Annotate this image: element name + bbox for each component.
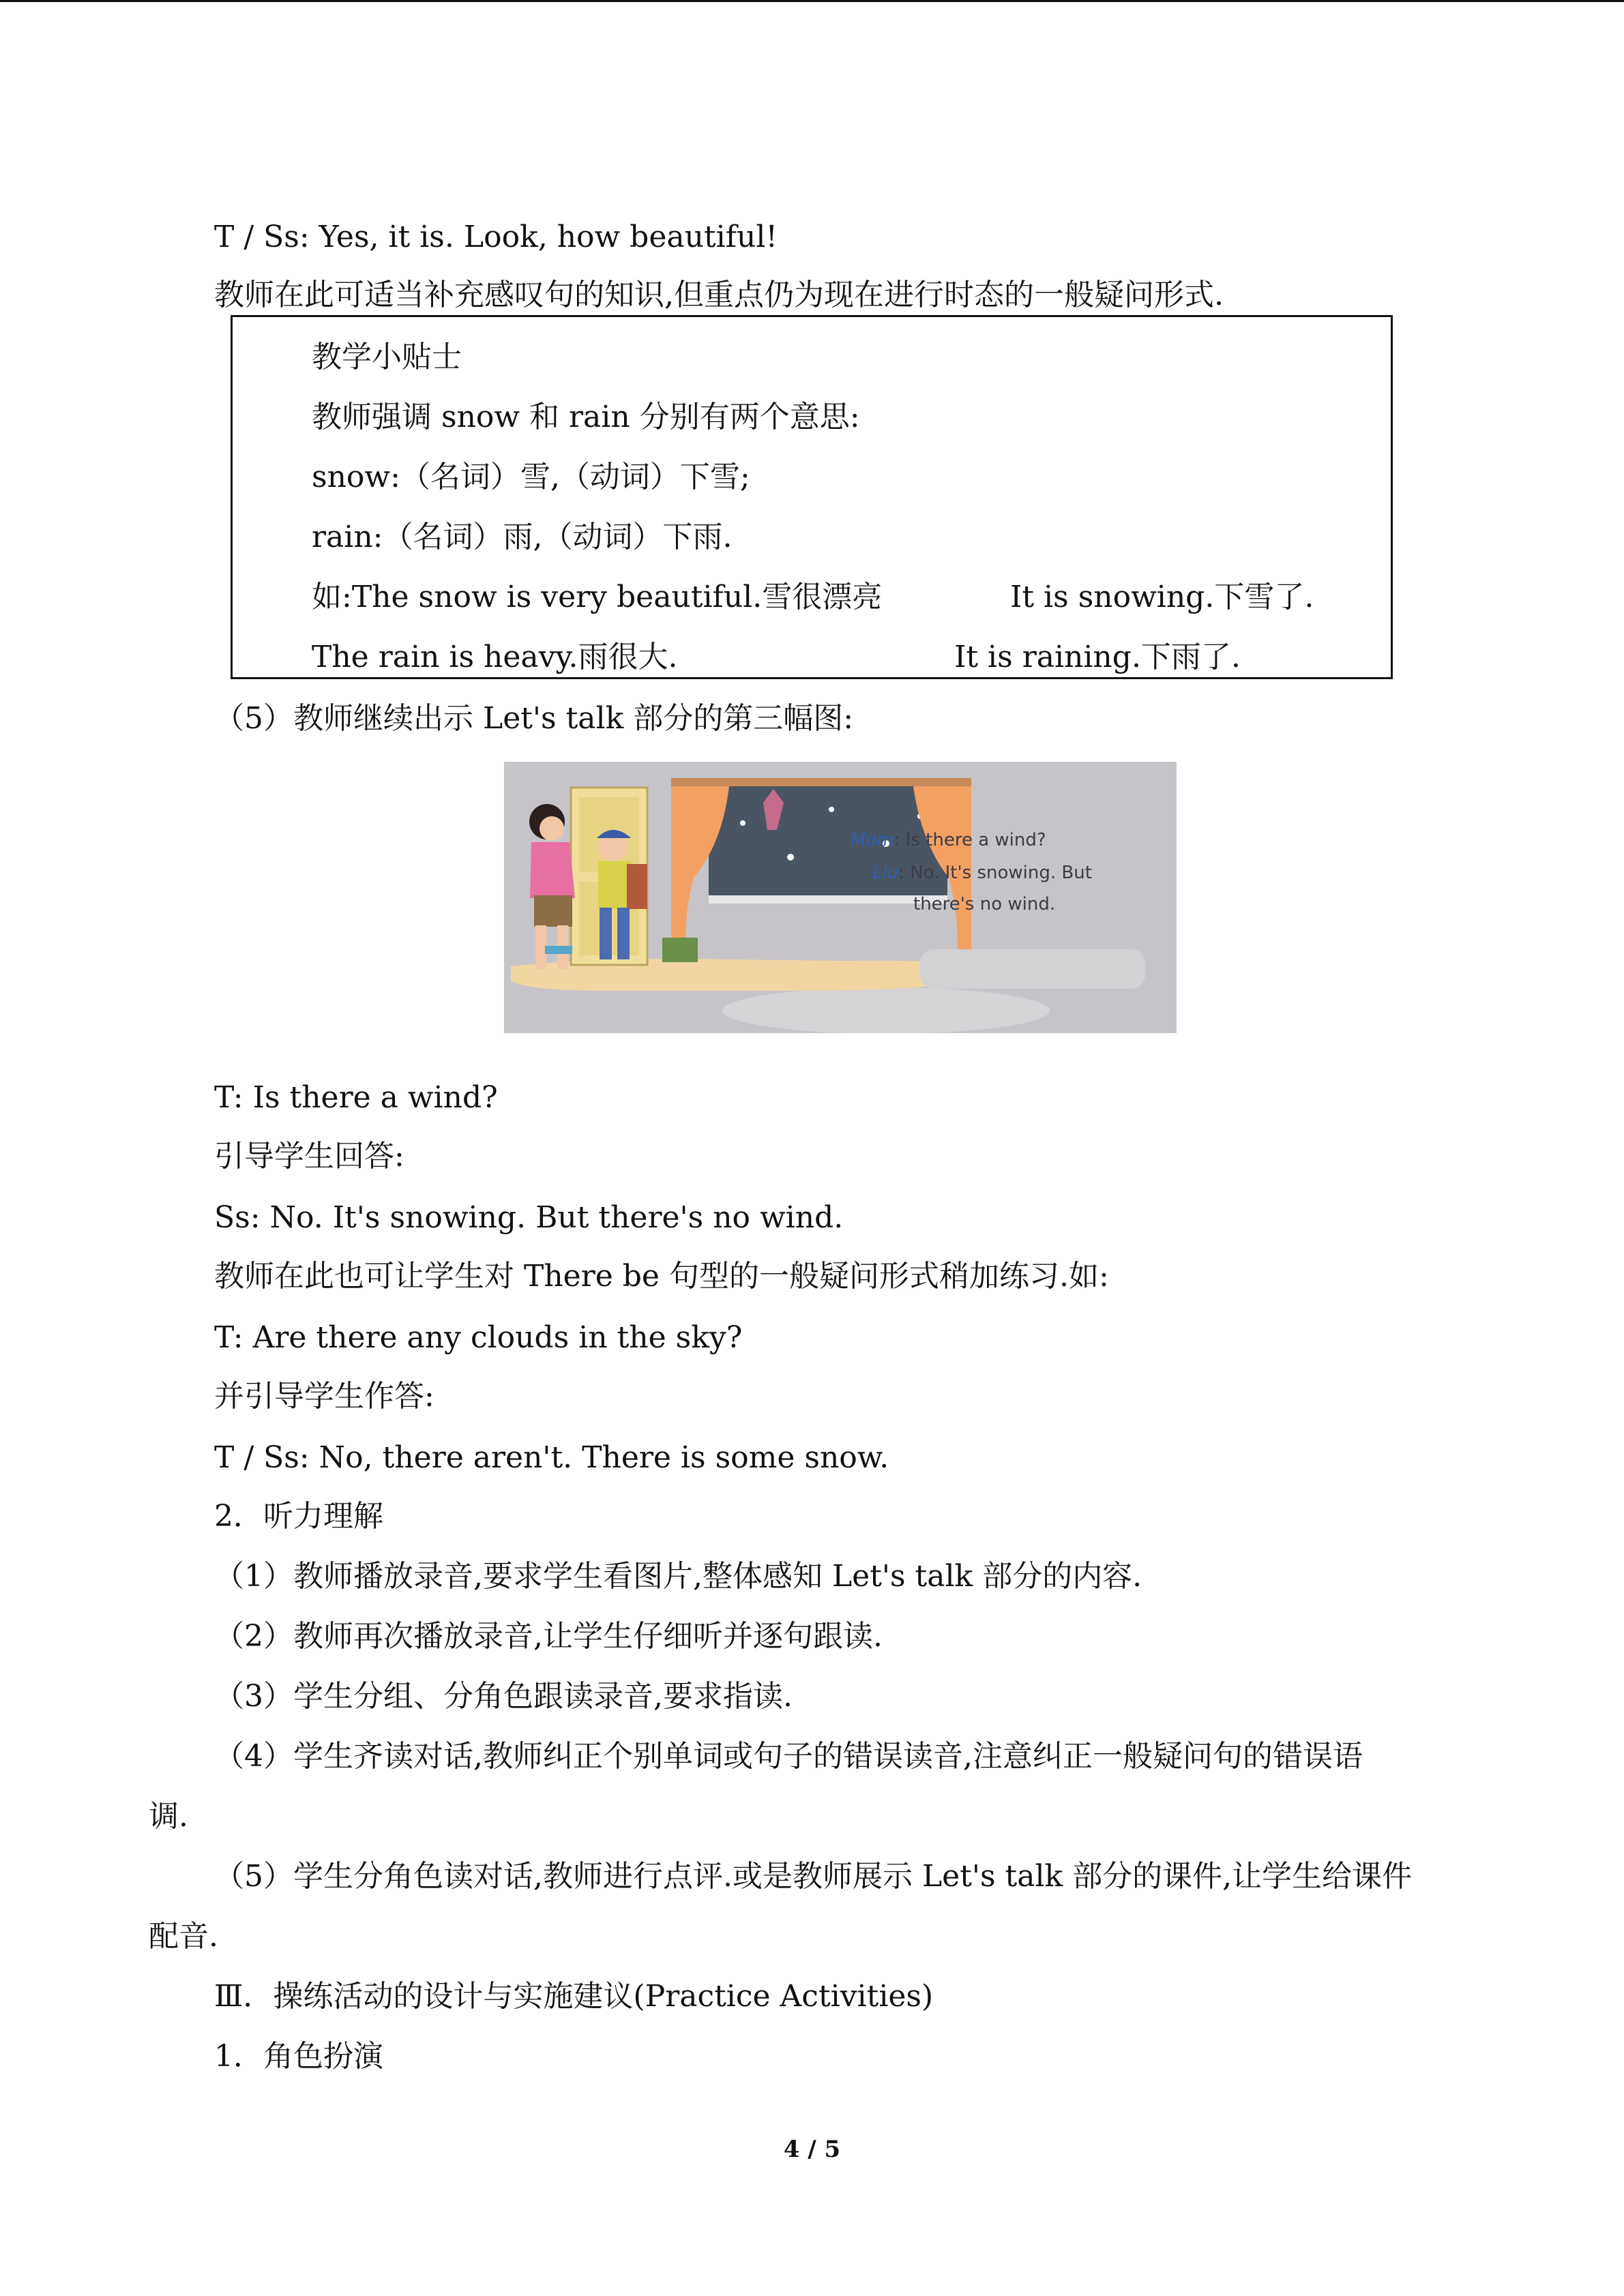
tips-example: The rain is heavy.雨很大. (312, 640, 678, 674)
section-heading: 2．听力理解 (214, 1499, 383, 1534)
speech-line-liu (872, 861, 1092, 884)
teaching-note: 并引导学生作答: (214, 1379, 434, 1414)
section-heading: Ⅲ．操练活动的设计与实施建议(Practice Activities) (214, 1979, 934, 2014)
tips-example: 如:The snow is very beautiful.雪很漂亮 (312, 580, 883, 614)
top-rule (0, 0, 1624, 2)
step-item-continued: 调. (149, 1799, 188, 1834)
tips-example: It is snowing.下雪了. (1010, 580, 1314, 614)
dialogue-line: T: Is there a wind? (214, 1080, 498, 1115)
step-item: （1）教师播放录音,要求学生看图片,整体感知 Let's talk 部分的内容. (214, 1559, 1142, 1594)
step-intro: （5）教师继续出示 Let's talk 部分的第三幅图: (214, 701, 854, 736)
illustration-drawing (504, 762, 1177, 1033)
step-item: （4）学生齐读对话,教师纠正个别单词或句子的错误读音,注意纠正一般疑问句的错误语 (214, 1739, 1363, 1774)
teaching-note: 教师在此可适当补充感叹句的知识,但重点仍为现在进行时态的一般疑问形式. (214, 278, 1224, 312)
step-item-continued: 配音. (149, 1919, 218, 1954)
dialogue-line: Ss: No. It's snowing. But there's no wind. (214, 1200, 844, 1235)
speech-line-mom (851, 829, 1046, 852)
tips-title: 教学小贴士 (312, 340, 462, 374)
speaker-mom: Mom (851, 830, 894, 850)
step-item: （2）教师再次播放录音,让学生仔细听并逐句跟读. (214, 1619, 883, 1654)
tips-line: rain:（名词）雨,（动词）下雨. (312, 520, 733, 554)
speech-text: : No. It's snowing. But (898, 863, 1092, 883)
teaching-tips-box (231, 315, 1393, 679)
speech-text: : Is there a wind? (894, 830, 1046, 850)
tips-example: It is raining.下雨了. (954, 640, 1241, 674)
dialogue-line: T / Ss: No, there aren't. There is some snow. (214, 1440, 889, 1475)
speech-line-liu-cont: there's no wind. (913, 894, 1056, 914)
teaching-note: 教师在此也可让学生对 There be 句型的一般疑问形式稍加练习.如: (214, 1259, 1109, 1294)
section-heading: 1．角色扮演 (214, 2039, 383, 2074)
tips-line: snow:（名词）雪,（动词）下雪; (312, 460, 750, 494)
tips-line: 教师强调 snow 和 rain 分别有两个意思: (312, 400, 860, 434)
dialogue-line: T: Are there any clouds in the sky? (214, 1320, 743, 1355)
page-number: 4 / 5 (783, 2136, 841, 2163)
step-item: （3）学生分组、分角色跟读录音,要求指读. (214, 1679, 793, 1714)
teaching-note: 引导学生回答: (214, 1139, 404, 1174)
dialogue-line: T / Ss: Yes, it is. Look, how beautiful! (214, 220, 778, 254)
step-item: （5）学生分角色读对话,教师进行点评.或是教师展示 Let's talk 部分的课件,让学生给课件 (214, 1859, 1413, 1894)
lets-talk-illustration (504, 762, 1177, 1033)
speaker-liu: Liu (872, 863, 899, 883)
